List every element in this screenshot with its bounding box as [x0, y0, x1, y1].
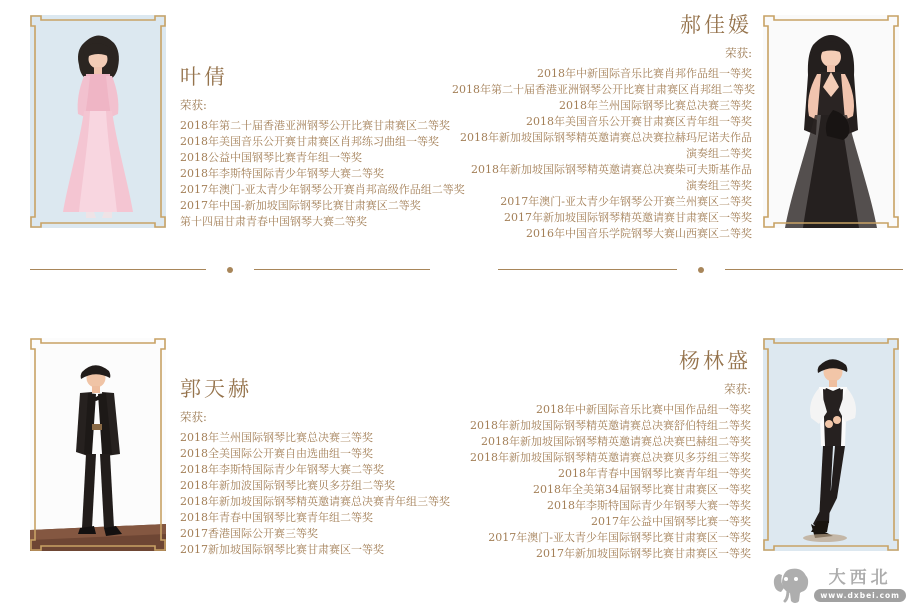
award-line: 2018年青春中国钢琴比赛青年组二等奖 [180, 511, 373, 524]
divider-dot [698, 267, 704, 273]
profile-photo [763, 15, 899, 228]
award-line: 2018年李斯特国际青少年钢琴大赛二等奖 [180, 463, 384, 476]
section-divider [30, 266, 430, 273]
award-line: 2018年李斯特国际青少年钢琴大赛二等奖 [180, 167, 384, 180]
award-line: 演奏组二等奖 [686, 147, 752, 160]
award-line: 2018年青春中国钢琴比赛青年组一等奖 [558, 467, 751, 480]
award-line: 2018年第二十届香港亚洲钢琴公开比赛甘肃赛区肖邦组二等奖 [452, 83, 755, 96]
watermark-site-name: 大西北 [828, 567, 892, 588]
award-line: 2018全美国际公开赛自由选曲组一等奖 [180, 447, 373, 460]
awards-label: 荣获: [725, 46, 752, 60]
award-line: 2018年新加坡国际钢琴精英邀请赛总决赛舒伯特组二等奖 [470, 419, 751, 432]
award-line: 2018年新加坡国际钢琴精英邀请赛总决赛柴可夫斯基作品 [471, 163, 752, 176]
award-line: 2018年第二十届香港亚洲钢琴公开比赛甘肃赛区二等奖 [180, 119, 450, 132]
award-line: 2016年中国音乐学院钢琴大赛山西赛区二等奖 [526, 227, 752, 240]
award-line: 2017新加坡国际钢琴比赛甘肃赛区一等奖 [180, 543, 384, 556]
award-line: 第十四届甘肃青春中国钢琴大赛二等奖 [180, 215, 367, 228]
divider-line [30, 269, 206, 271]
award-line: 2018年美国音乐公开赛甘肃赛区肖邦练习曲组一等奖 [180, 135, 439, 148]
divider-line [498, 269, 677, 271]
awards-list [451, 402, 751, 562]
elephant-logo-icon [771, 566, 811, 604]
section-divider [498, 266, 903, 273]
award-line: 2018年兰州国际钢琴比赛总决赛三等奖 [180, 431, 373, 444]
watermark-text-column [814, 569, 906, 602]
profile-name: 叶倩 [180, 65, 228, 89]
watermark-site-url: www.dxbei.com [814, 589, 906, 602]
award-line: 2018年新加坡国际钢琴精英邀请赛总决赛巴赫组二等奖 [481, 435, 751, 448]
awards-label: 荣获: [180, 98, 207, 112]
award-line: 2017年中国-新加坡国际钢琴比赛甘肃赛区二等奖 [180, 199, 421, 212]
award-line: 2017年澳门-亚太青少年钢琴公开赛肖邦高级作品组二等奖 [180, 183, 465, 196]
awards-label: 荣获: [180, 410, 207, 424]
profile-photo [763, 338, 899, 551]
awards-list [452, 66, 755, 242]
award-line: 演奏组三等奖 [686, 179, 752, 192]
award-line: 2018年兰州国际钢琴比赛总决赛三等奖 [559, 99, 752, 112]
award-line: 2018年新加波国际钢琴比赛贝多芬组二等奖 [180, 479, 395, 492]
award-line: 2017年公益中国钢琴比赛一等奖 [591, 515, 751, 528]
site-watermark [771, 566, 906, 604]
profile-photo [30, 338, 166, 551]
award-line: 2017年澳门-亚太青少年钢琴公开赛兰州赛区二等奖 [500, 195, 752, 208]
awards-label: 荣获: [724, 382, 751, 396]
award-line: 2018年李斯特国际青少年钢琴大赛一等奖 [547, 499, 751, 512]
divider-line [254, 269, 430, 271]
profile-name: 杨林盛 [679, 349, 751, 373]
awards-list [180, 118, 470, 230]
award-line: 2018年新加坡国际钢琴精英邀请赛总决赛贝多芬组三等奖 [470, 451, 751, 464]
award-line: 2018年中新国际音乐比赛肖邦作品组一等奖 [537, 67, 752, 80]
photo-frame [30, 15, 166, 228]
award-line: 2017年新加坡国际钢琴比赛甘肃赛区一等奖 [536, 547, 751, 560]
divider-dot [227, 267, 233, 273]
profile-name: 郝佳媛 [680, 13, 752, 37]
profile-photo [30, 15, 166, 228]
award-line: 2018年全美第34届钢琴比赛甘肃赛区一等奖 [533, 483, 751, 496]
profile-text-block [452, 13, 755, 242]
award-line: 2018年新加坡国际钢琴精英邀请赛总决赛青年组三等奖 [180, 495, 450, 508]
profile-text-block [451, 350, 751, 562]
profile-text-block [180, 378, 470, 558]
profile-name: 郭天赫 [180, 377, 252, 401]
divider-line [725, 269, 904, 271]
award-line: 2017年新加坡国际钢琴精英邀请赛甘肃赛区一等奖 [504, 211, 752, 224]
award-line: 2018年美国音乐公开赛甘肃赛区青年组一等奖 [526, 115, 752, 128]
award-line: 2018年中新国际音乐比赛中国作品组一等奖 [536, 403, 751, 416]
photo-frame [763, 338, 899, 551]
award-line: 2017香港国际公开赛三等奖 [180, 527, 318, 540]
photo-frame [763, 15, 899, 228]
photo-frame [30, 338, 166, 551]
award-line: 2018公益中国钢琴比赛青年组一等奖 [180, 151, 362, 164]
profile-text-block [180, 66, 470, 230]
award-line: 2017年澳门-亚太青少年国际钢琴比赛甘肃赛区一等奖 [488, 531, 751, 544]
awards-list [180, 430, 470, 558]
award-line: 2018年新加坡国际钢琴精英邀请赛总决赛拉赫玛尼诺夫作品 [460, 131, 752, 144]
